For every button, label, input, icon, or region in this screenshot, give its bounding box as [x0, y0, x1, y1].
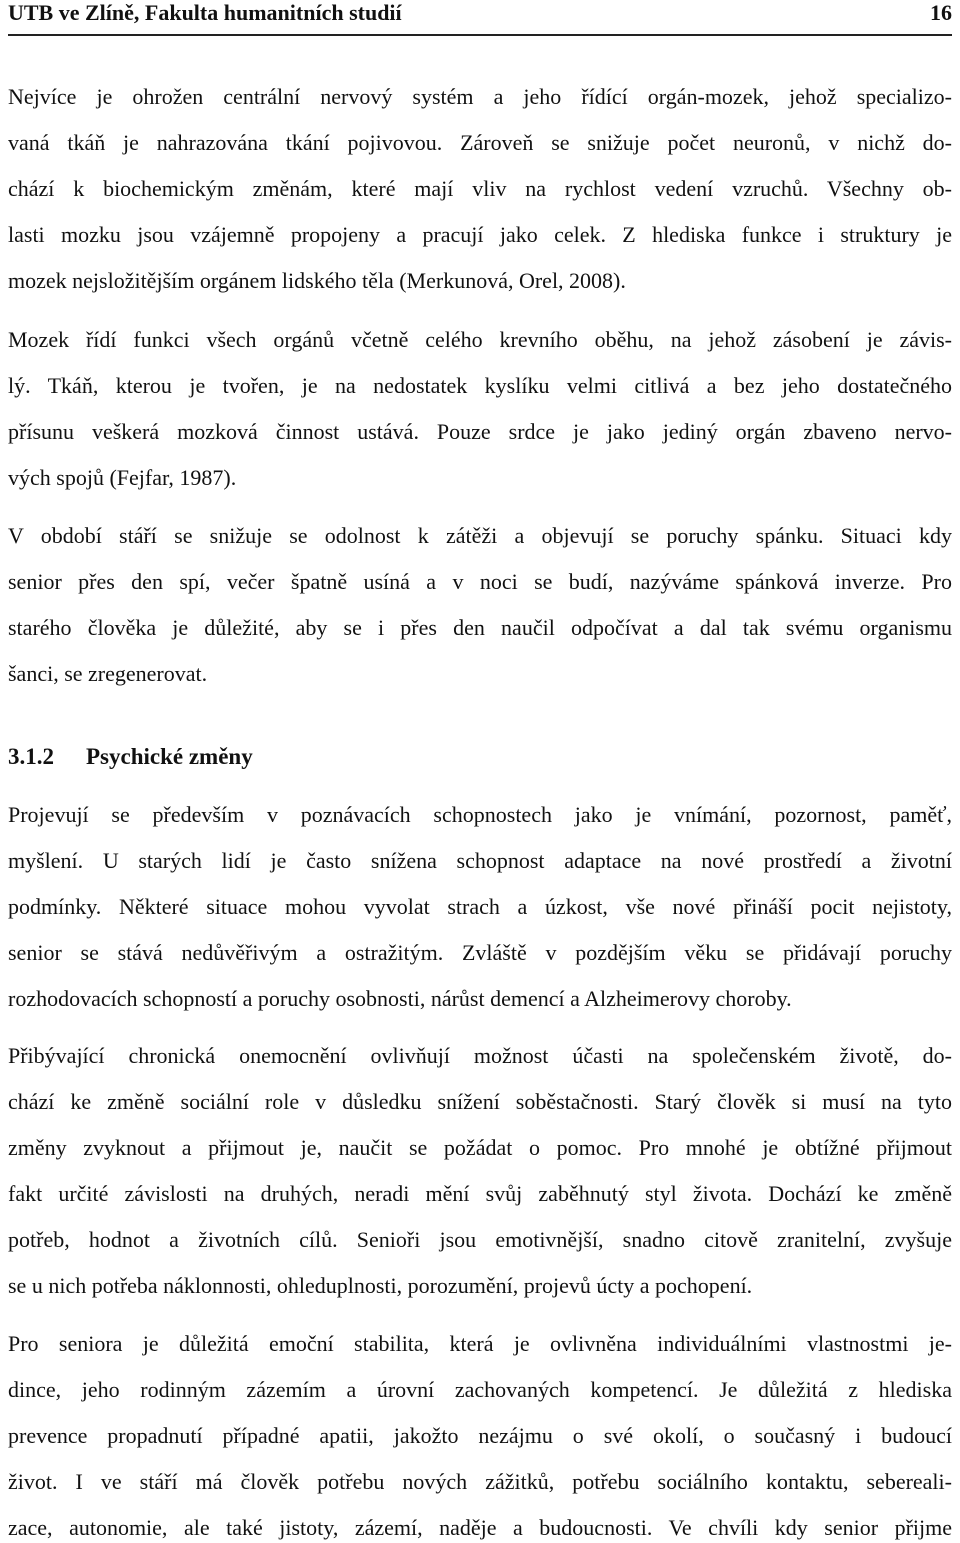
paragraph-line: potřeb, hodnot a životních cílů. Senioři jsou emotivnější, snadno citově zranitelní, zvyšuje — [8, 1227, 952, 1252]
paragraph-line: šanci, se zregenerovat. — [8, 661, 208, 686]
paragraph-line: lasti mozku jsou vzájemně propojeny a pracují jako celek. Z hlediska funkce i struktury je — [8, 222, 952, 247]
paragraph-line: mozek nejsložitějším orgánem lidského těla (Merkunová, Orel, 2008). — [8, 268, 626, 293]
paragraph-line: Projevují se především v poznávacích schopnostech jako je vnímání, pozornost, paměť, — [8, 802, 952, 827]
paragraph-line: prevence propadnutí případné apatii, jakožto nezájmu o své okolí, o současný i budoucí — [8, 1423, 952, 1448]
paragraph-line: Nejvíce je ohrožen centrální nervový systém a jeho řídící orgán-mozek, jehož specializo- — [8, 84, 952, 109]
paragraph-line: V období stáří se snižuje se odolnost k zátěži a objevují se poruchy spánku. Situaci kdy — [8, 523, 952, 548]
paragraph-line: život. I ve stáří má člověk potřebu nových zážitků, potřebu sociálního kontaktu, sebereali- — [8, 1469, 952, 1494]
paragraph-line: Mozek řídí funkci všech orgánů včetně celého krevního oběhu, na jehož zásobení je závis- — [8, 327, 952, 352]
paragraph-line: změny zvyknout a přijmout je, naučit se požádat o pomoc. Pro mnohé je obtížné přijmout — [8, 1135, 952, 1160]
paragraph-line: myšlení. U starých lidí je často snížena schopnost adaptace na nové prostředí a životní — [8, 848, 952, 873]
section-number: 3.1.2 — [8, 744, 54, 769]
paragraph-line: chází ke změně sociální role v důsledku snížení soběstačnosti. Starý člověk si musí na tyto — [8, 1089, 952, 1114]
header-title: UTB ve Zlíně, Fakulta humanitních studií — [8, 0, 402, 25]
paragraph-line: senior přes den spí, večer špatně usíná a v noci se budí, nazýváme spánková inverze. Pro — [8, 569, 952, 594]
page-header — [8, 0, 952, 36]
paragraph-line: podmínky. Některé situace mohou vyvolat strach a úzkost, vše nové přináší pocit nejistoty, — [8, 894, 952, 919]
paragraph-line: Pro seniora je důležitá emoční stabilita, která je ovlivněna individuálními vlastnostmi je- — [8, 1331, 952, 1356]
paragraph-line: lý. Tkáň, kterou je tvořen, je na nedostatek kyslíku velmi citlivá a bez jeho dostatečného — [8, 373, 952, 398]
paragraph-line: starého člověka je důležité, aby se i přes den naučil odpočívat a dal tak svému organismu — [8, 615, 952, 640]
paragraph-line: zace, autonomie, ale také jistoty, zázemí, naděje a budoucnosti. Ve chvíli kdy senior přijme — [8, 1515, 952, 1540]
paragraph-line: se u nich potřeba náklonnosti, ohleduplnosti, porozumění, projevů úcty a pochopení. — [8, 1273, 753, 1298]
paragraph-line: fakt určité závislosti na druhých, neradi mění svůj zaběhnutý styl života. Dochází ke změně — [8, 1181, 952, 1206]
section-title: Psychické změny — [86, 744, 253, 769]
paragraph-line: vých spojů (Fejfar, 1987). — [8, 465, 237, 490]
page-number: 16 — [930, 0, 952, 25]
paragraph-line: senior se stává nedůvěřivým a ostražitým. Zvláště v pozdějším věku se přidávají poruchy — [8, 940, 952, 965]
paragraph-line: vaná tkáň je nahrazována tkání pojivovou. Zároveň se snižuje počet neuronů, v nichž do- — [8, 130, 952, 155]
paragraph-line: rozhodovacích schopností a poruchy osobnosti, nárůst demencí a Alzheimerovy choroby. — [8, 986, 792, 1011]
paragraph-line: přísunu veškerá mozková činnost ustává. Pouze srdce je jako jediný orgán zbaveno nervo- — [8, 419, 952, 444]
paragraph-line: Přibývající chronická onemocnění ovlivňují možnost účasti na společenském životě, do- — [8, 1043, 952, 1068]
paragraph-line: chází k biochemickým změnám, které mají vliv na rychlost vedení vzruchů. Všechny ob- — [8, 176, 952, 201]
paragraph-line: dince, jeho rodinným zázemím a úrovní zachovaných kompetencí. Je důležitá z hlediska — [8, 1377, 952, 1402]
